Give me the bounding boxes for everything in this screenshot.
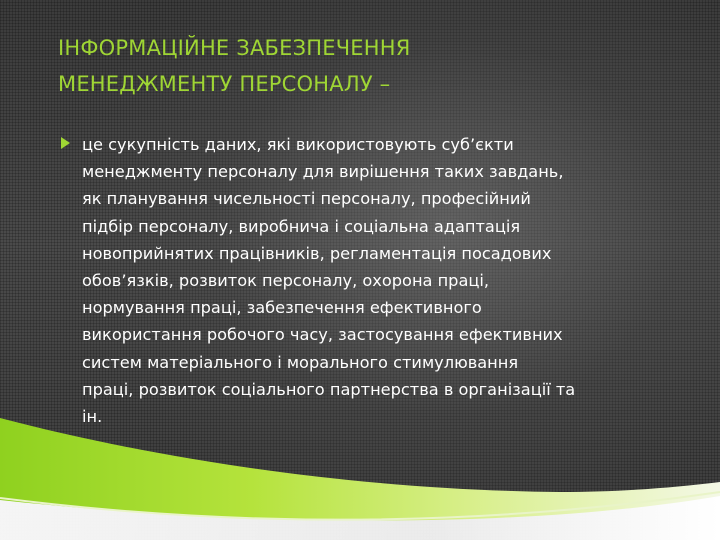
- slide-title-line-2: МЕНЕДЖМЕНТУ ПЕРСОНАЛУ –: [58, 72, 391, 96]
- triangle-right-bullet-icon: [61, 137, 70, 149]
- bullet-line: нормування праці, забезпечення ефективного: [82, 298, 482, 318]
- slide-title: [58, 30, 678, 102]
- bullet-line: праці, розвиток соціального партнерства в організації та: [82, 379, 576, 399]
- bullet-line: використання робочого часу, застосування ефективних: [82, 325, 563, 345]
- bullet-line: систем матеріального і морального стимулювання: [82, 352, 519, 372]
- bullet-paragraph: [82, 131, 690, 430]
- slide-title-line-1: ІНФОРМАЦІЙНЕ ЗАБЕЗПЕЧЕННЯ: [58, 36, 411, 60]
- bullet-line: менеджменту персоналу для вирішення таких завдань,: [82, 162, 564, 182]
- bullet-line: ін.: [82, 407, 103, 427]
- bullet-line: новоприйнятих працівників, регламентація посадових: [82, 243, 552, 263]
- bullet-line: обов’язків, розвиток персоналу, охорона праці,: [82, 271, 490, 291]
- bullet-line: як планування чисельності персоналу, професійний: [82, 189, 531, 209]
- bullet-line: це сукупність даних, які використовують суб’єкти: [82, 135, 514, 154]
- slide-content: [60, 131, 690, 430]
- bullet-line: підбір персоналу, виробнича і соціальна адаптація: [82, 216, 521, 236]
